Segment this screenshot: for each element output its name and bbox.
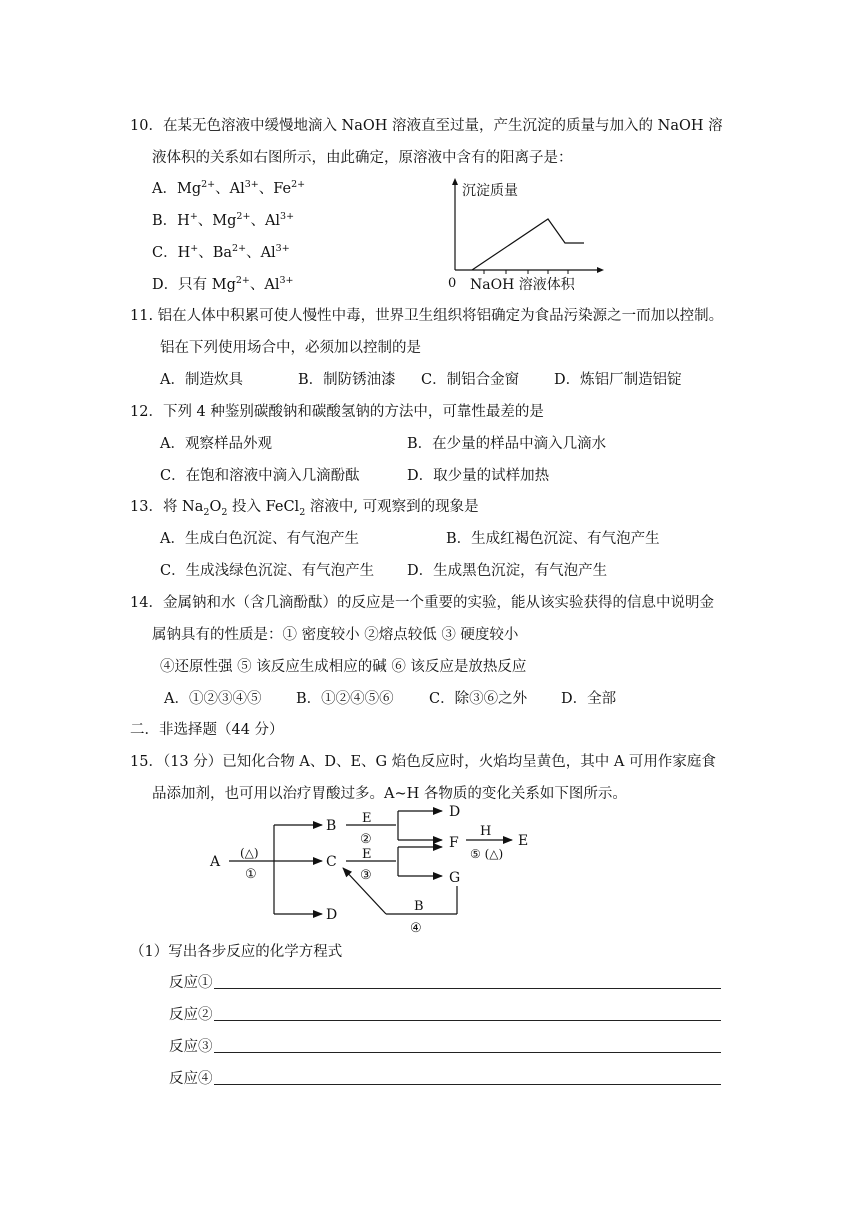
separator: 、 [250,213,265,229]
label-n5: ⑤ (△) [470,847,504,861]
q14-option-a: A．①②③④⑤ [164,691,262,707]
label-n2: ② [360,832,372,847]
q12-option-c: C．在饱和溶液中滴入几滴酚酞 [160,468,360,484]
node-e: E [518,833,529,849]
q13-sub: 2 [203,506,210,518]
reaction-3-answer-line[interactable] [214,1038,721,1053]
node-b: B [326,818,337,834]
reaction-4-label: 反应④ [169,1071,213,1087]
q14-stem-line2: 属钠具有的性质是：① 密度较小 ②熔点较低 ③ 硬度较小 [152,627,519,643]
q15-stem-line1: 15．（13 分）已知化合物 A、D、E、G 焰色反应时，火焰均呈黄色，其中 A 可用作家庭食 [130,754,716,770]
q12-option-b: B．在少量的样品中滴入几滴水 [407,436,607,452]
ion-charge: 2+ [201,179,216,191]
q14-option-c: C．除③⑥之外 [429,691,528,707]
node-c: C [326,854,337,870]
ion: $Mg^{2+}$ [176,179,216,197]
node-d-top: D [449,804,461,820]
graph-ylabel: 沉淀质量 [462,183,518,199]
separator: 、 [197,213,213,229]
ion-charge: + [189,211,198,223]
reaction-2-answer-line[interactable] [214,1006,721,1021]
q15-subquestion-1: （1）写出各步反应的化学方程式 [130,944,343,960]
node-d: D [326,907,338,923]
separator: 、 [246,245,261,261]
separator: 、 [198,245,213,261]
q11-option-d: D．炼铝厂制造铝锭 [554,372,682,388]
q13-stem-post: 溶液中, 可观察到的现象是 [305,499,479,515]
label-n4: ④ [410,921,422,936]
q13-sub: 2 [221,506,228,518]
q11-stem-line2: 铝在下列使用场合中，必须加以控制的是 [160,340,421,356]
ion-charge: 3+ [275,243,290,255]
ion-charge: 2+ [235,275,250,287]
q13-stem-pre: 13．将 Na [130,499,204,515]
graph-xlabel: NaOH 溶液体积 [470,277,575,293]
q10-stem-line2: 液体积的关系如右图所示，由此确定，原溶液中含有的阳离子是： [152,150,573,166]
q11-option-a: A．制造炊具 [160,372,243,388]
q14-option-b: B．①②④⑤⑥ [296,691,394,707]
q11-stem-line1: 11. 铝在人体中积累可使人慢性中毒，世界卫生组织将铝确定为食品污染源之一而加以控制。 [130,308,724,324]
separator: 、 [249,277,265,293]
ion-charge: 3+ [279,275,294,287]
q14-option-d: D．全部 [561,691,617,707]
q13-stem-mid: O [209,499,222,515]
label-e-2: E [362,847,372,862]
label-h: H [480,824,492,839]
q10-stem-line1: 10．在某无色溶液中缓慢地滴入 NaOH 溶液直至过量，产生沉淀的质量与加入的 NaOH 溶 [130,118,723,134]
q15-stem-line2: 品添加剂，也可用以治疗胃酸过多。A~H 各物质的变化关系如下图所示。 [152,786,627,802]
label-e-1: E [362,811,372,826]
section-heading: 二．非选择题（44 分） [130,722,284,738]
ion: $Al^{3+}$ [264,275,294,293]
q13-option-b: B．生成红褐色沉淀、有气泡产生 [446,531,660,547]
ion: $Mg^{2+}$ [212,211,251,229]
ion: H+ [177,243,199,261]
separator: 、 [215,181,230,197]
q13-option-c: C．生成浅绿色沉淀、有气泡产生 [160,563,375,579]
separator: 、 [258,181,274,197]
ion: $Mg^{2+}$ [211,275,250,293]
ion: $Fe^{2+}$ [273,179,306,197]
reaction-4-answer-line[interactable] [214,1070,721,1085]
ion-charge: 2+ [236,211,251,223]
q13-sub: 2 [299,506,306,518]
q12-option-a: A．观察样品外观 [160,436,272,452]
q14-stem-line1: 14．金属钠和水（含几滴酚酞）的反应是一个重要的实验，能从该实验获得的信息中说明金 [130,595,714,611]
node-f: F [449,835,459,851]
ion: $Al^{3+}$ [264,211,295,229]
ion: $Al^{3+}$ [229,179,259,197]
ion-charge: 2+ [232,243,247,255]
q14-stem-line3: ④还原性强 ⑤ 该反应生成相应的碱 ⑥ 该反应是放热反应 [160,659,527,675]
q11-option-b: B．制防锈油漆 [298,372,396,388]
q12-stem: 12．下列 4 种鉴别碳酸钠和碳酸氢钠的方法中，可靠性最差的是 [130,404,544,420]
reaction-3-label: 反应③ [169,1039,213,1055]
reaction-2-label: 反应② [169,1007,213,1023]
q11-option-c: C．制铝合金窗 [421,372,520,388]
ion: $Al^{3+}$ [260,243,290,261]
label-n1: ① [245,867,257,882]
ion-charge: 3+ [244,179,259,191]
reaction-1-label: 反应① [169,975,213,991]
reaction-1-answer-line[interactable] [214,974,721,989]
graph-origin: 0 [448,276,457,291]
q13-stem-mid: 投入 FeCl [227,499,300,515]
q13-option-a: A．生成白色沉淀、有气泡产生 [160,531,359,547]
q12-option-d: D．取少量的试样加热 [407,468,550,484]
label-n3: ③ [360,868,372,883]
node-g: G [449,870,461,886]
option-label: D．只有 [152,277,212,293]
ion-charge: 3+ [280,211,295,223]
option-label: B． [152,213,178,229]
node-a: A [210,854,221,870]
ion-charge: 2+ [291,179,306,191]
ion-charge: + [190,243,199,255]
q13-option-d: D．生成黑色沉淀，有气泡产生 [407,563,608,579]
label-b: B [414,899,424,914]
ion: $Ba^{2+}$ [212,243,247,261]
ion: H+ [177,211,198,229]
label-heat-1: (△) [240,846,259,860]
option-label: C． [152,245,178,261]
option-label: A． [152,181,177,197]
